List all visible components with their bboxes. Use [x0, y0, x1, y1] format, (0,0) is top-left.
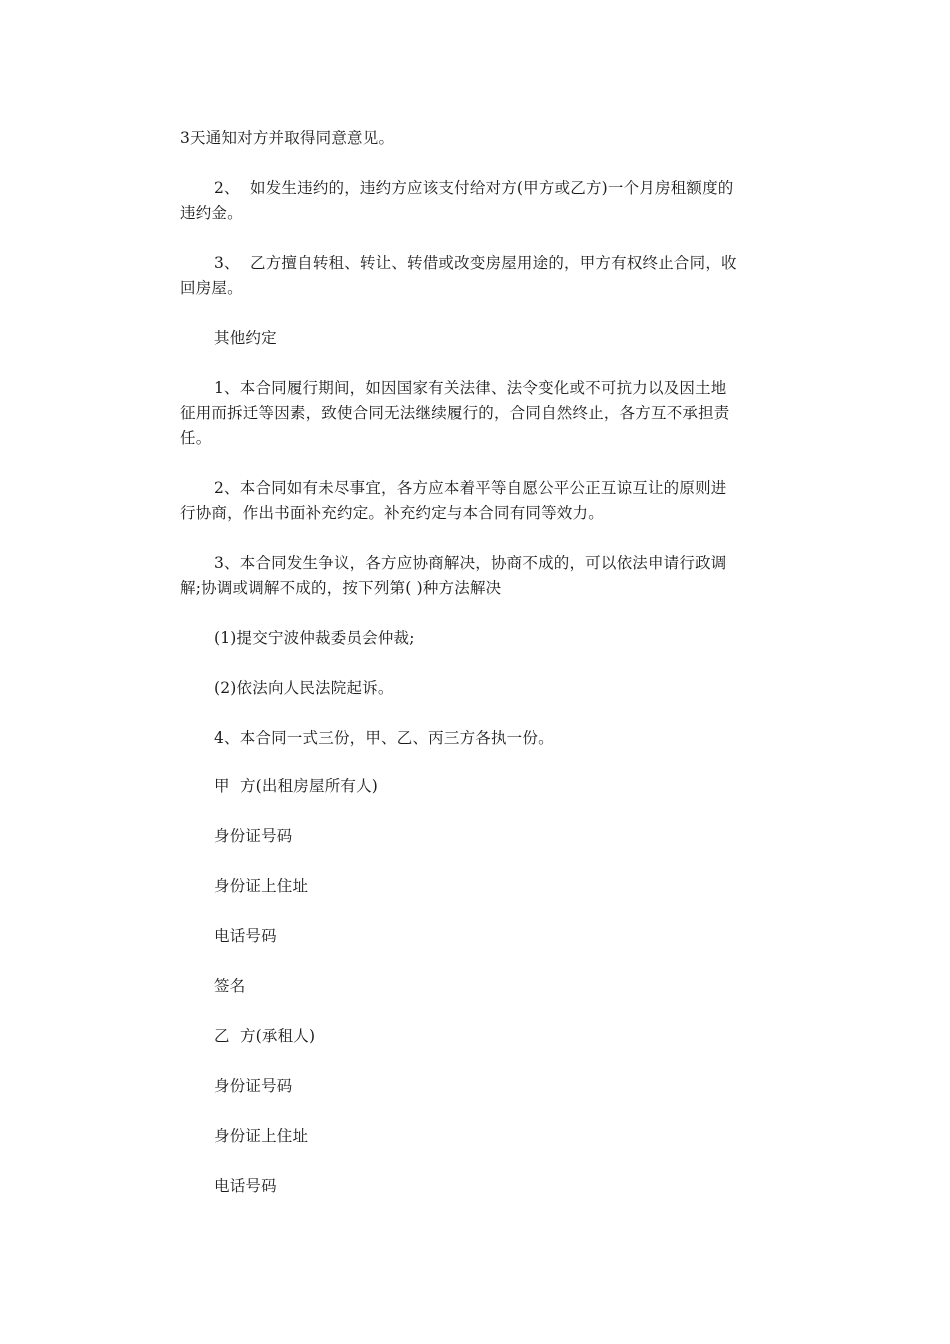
id-address-label: 身份证上住址 — [214, 1127, 309, 1145]
text-line: 3天通知对方并取得同意意见。 — [180, 129, 395, 147]
id-address-label: 身份证上住址 — [214, 877, 309, 895]
text-line: 解;协调或调解不成的，按下列第( )种方法解决 — [180, 579, 502, 597]
text-line: 违约金。 — [180, 204, 243, 222]
id-number-label: 身份证号码 — [214, 827, 293, 845]
id-number-label: 身份证号码 — [214, 1077, 293, 1095]
text-line: (2)依法向人民法院起诉。 — [214, 679, 394, 697]
text-line: 4、本合同一式三份，甲、乙、丙三方各执一份。 — [214, 729, 554, 747]
section-heading: 其他约定 — [214, 329, 277, 347]
text-line: 征用而拆迁等因素，致使合同无法继续履行的，合同自然终止，各方互不承担责 — [180, 404, 730, 422]
text-line: 1、本合同履行期间，如因国家有关法律、法令变化或不可抗力以及因土地 — [214, 379, 727, 397]
signature-label: 签名 — [214, 977, 246, 995]
phone-label: 电话号码 — [214, 927, 277, 945]
text-line: 3、本合同发生争议，各方应协商解决，协商不成的，可以依法申请行政调 — [214, 554, 727, 572]
text-line: 2、 如发生违约的，违约方应该支付给对方(甲方或乙方)一个月房租额度的 — [214, 179, 734, 197]
text-line: 3、 乙方擅自转租、转让、转借或改变房屋用途的，甲方有权终止合同，收 — [214, 254, 737, 272]
text-line: (1)提交宁波仲裁委员会仲裁; — [214, 629, 415, 647]
text-line: 回房屋。 — [180, 279, 243, 297]
text-line: 行协商，作出书面补充约定。补充约定与本合同有同等效力。 — [180, 504, 604, 522]
party-b-title: 乙 方(承租人) — [214, 1027, 316, 1045]
phone-label: 电话号码 — [214, 1177, 277, 1195]
party-a-title: 甲 方(出租房屋所有人) — [214, 777, 379, 795]
text-line: 任。 — [180, 429, 212, 447]
text-line: 2、本合同如有未尽事宜，各方应本着平等自愿公平公正互谅互让的原则进 — [214, 479, 727, 497]
